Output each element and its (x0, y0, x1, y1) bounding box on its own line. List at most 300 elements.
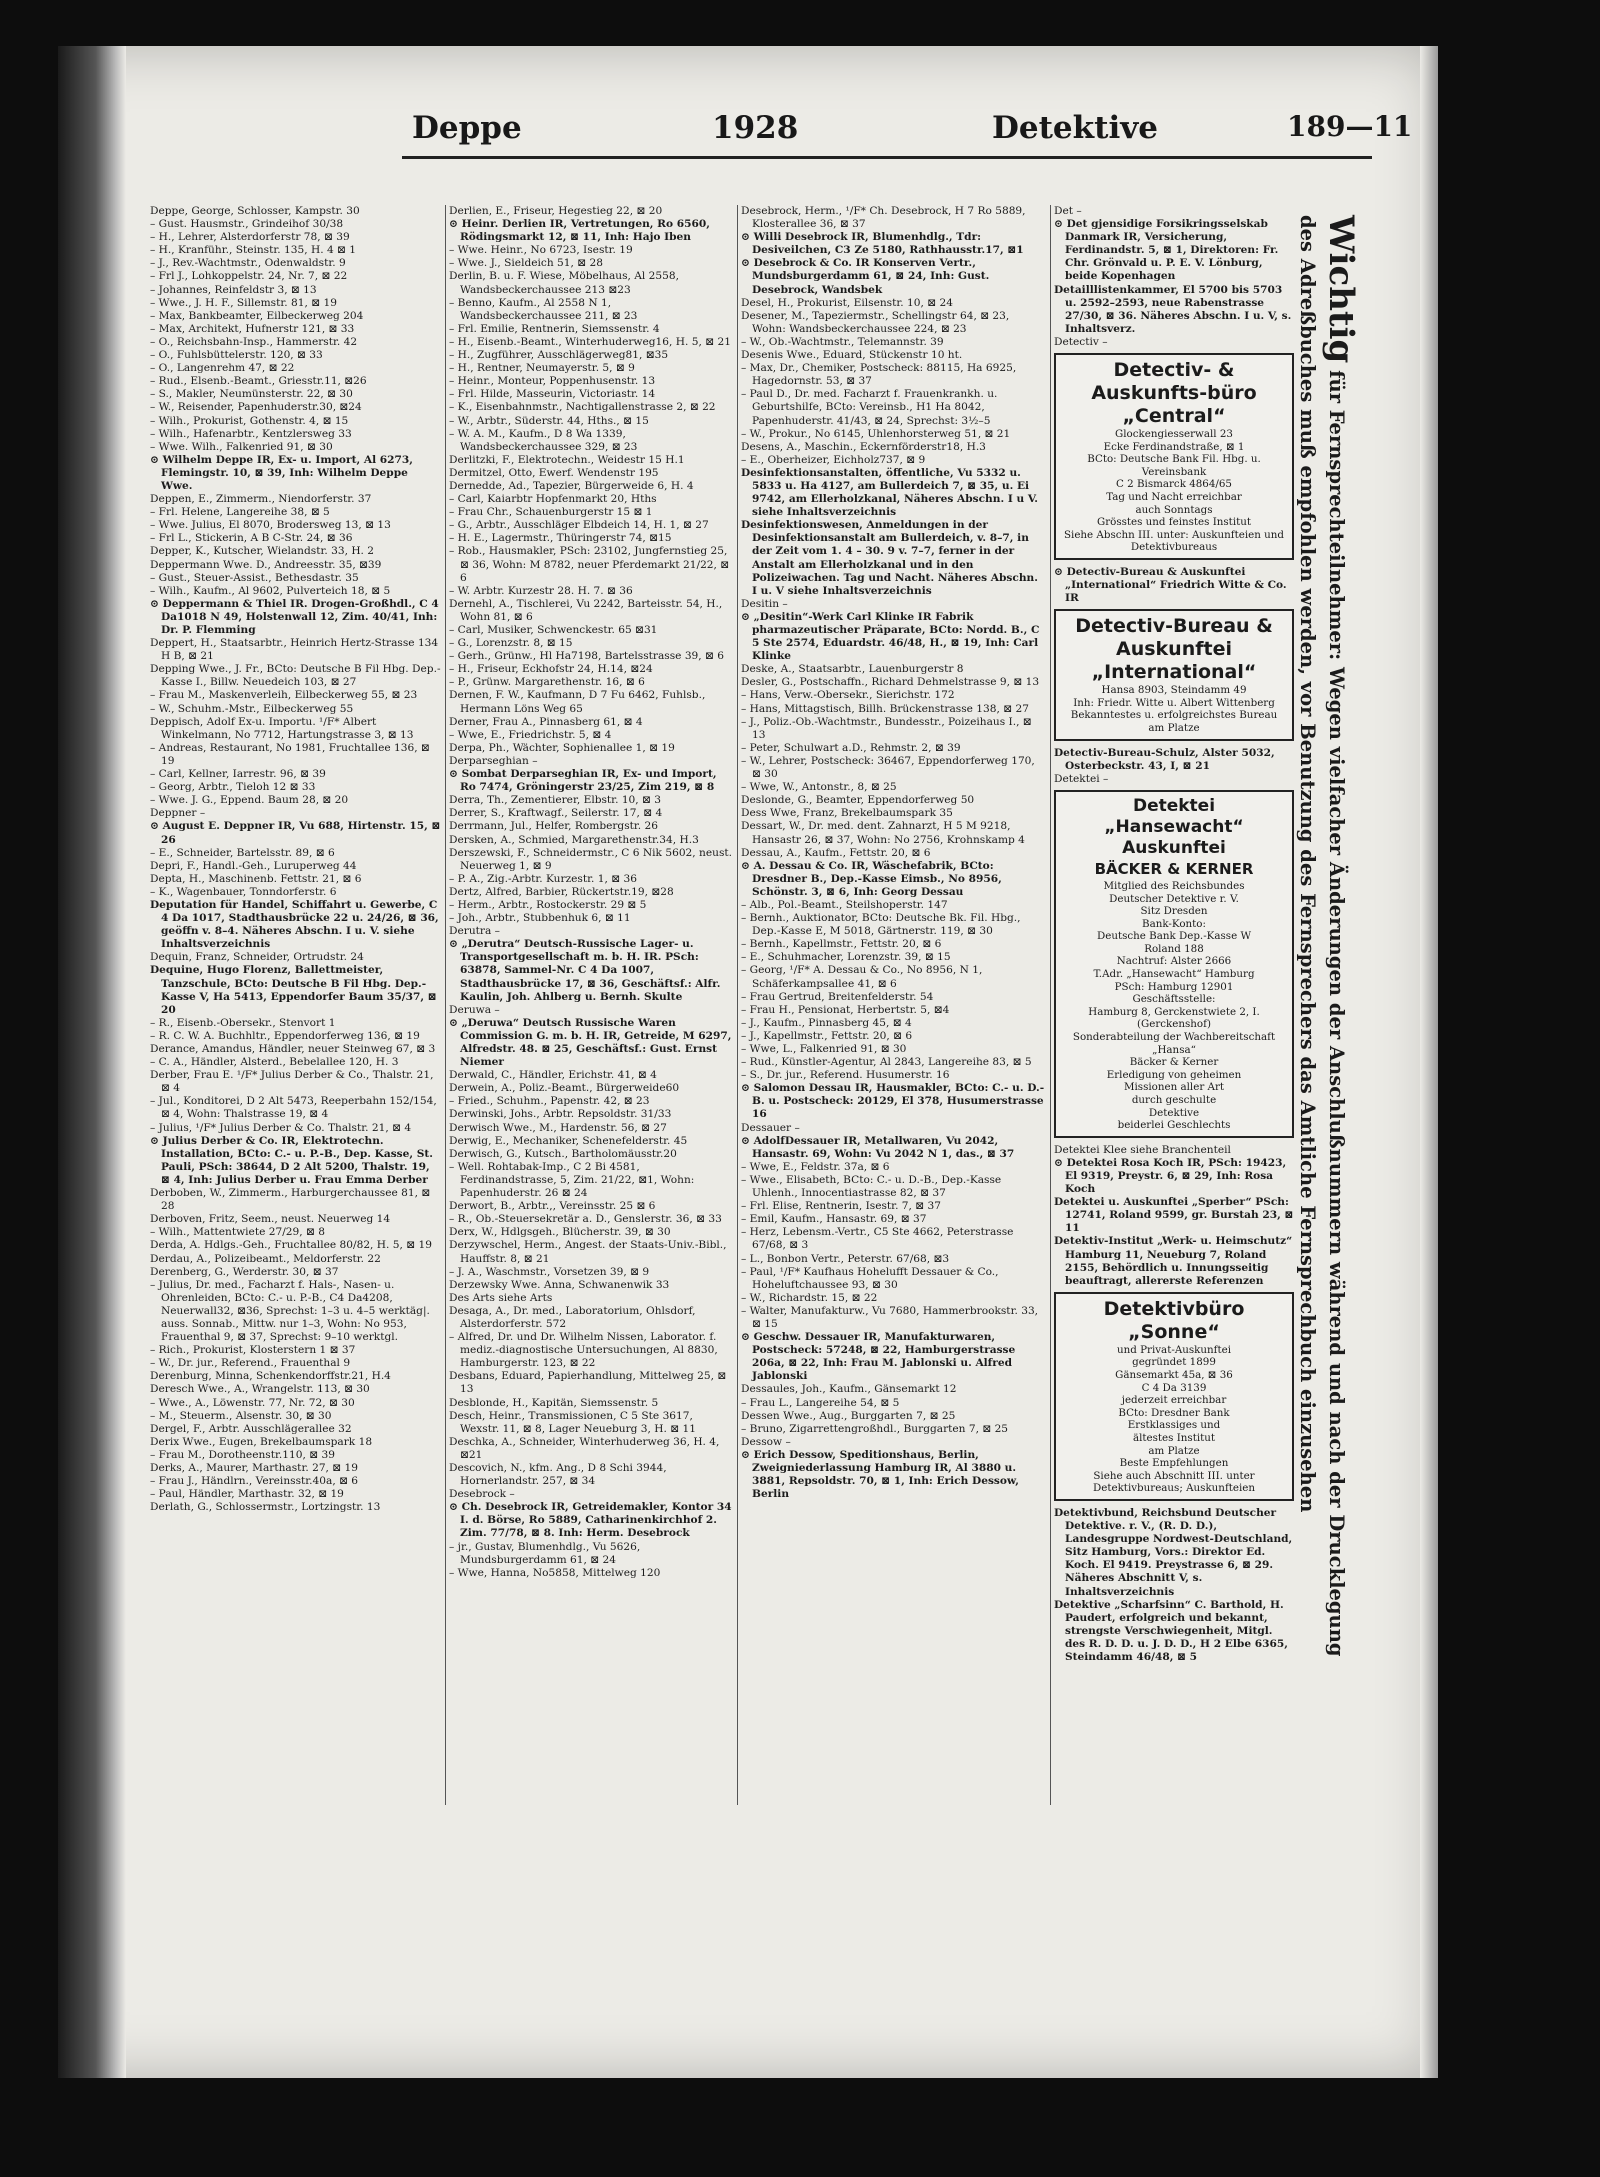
directory-entry: – Frl J., Lohkoppelstr. 24, Nr. 7, ⊠ 22 (150, 270, 348, 283)
directory-entry: – Fried., Schuhm., Papenstr. 42, ⊠ 23 (449, 1095, 650, 1108)
directory-entry: – Wwe. J. G., Eppend. Baum 28, ⊠ 20 (150, 794, 349, 807)
directory-entry: Dersken, A., Schmied, Margarethenstr.34, H.3 (449, 833, 699, 846)
directory-entry: – H., Friseur, Eckhofstr 24, H.14, ⊠24 (449, 663, 653, 676)
ad-line: durch geschulte (1131, 1094, 1217, 1106)
directory-entry: Derwinski, Johs., Arbtr. Repsoldstr. 31/33 (449, 1108, 672, 1121)
directory-entry: Depping Wwe., J. Fr., BCto: Deutsche B Fil Hbg. Dep.-Kasse I., Billw. Neuedeich 103, ⊠ 27 (150, 663, 441, 689)
directory-entry: – Emil, Kaufm., Hansastr. 69, ⊠ 37 (741, 1213, 927, 1226)
header-rule (402, 156, 1372, 159)
directory-entry: Dessau, A., Kaufm., Fettstr. 20, ⊠ 6 (741, 846, 931, 859)
directory-entry: – Andreas, Restaurant, No 1981, Fruchtallee 136, ⊠ 19 (150, 741, 430, 767)
directory-entry: Derszewski, F., Schneidermstr., C 6 Nik 5602, neust. Neuerweg 1, ⊠ 9 (449, 846, 733, 872)
detective-entries-top (1054, 205, 1294, 349)
directory-entry: ⊙ AdolfDessauer IR, Metallwaren, Vu 2042, Hansastr. 69, Wohn: Vu 2042 N 1, das., ⊠ 37 (741, 1134, 1015, 1160)
directory-entry: – S., Makler, Neumünsterstr. 22, ⊠ 30 (150, 388, 353, 401)
directory-entry: ⊙ „Derutra“ Deutsch-Russische Lager- u. Transportgesellschaft m. b. H. IR. PSch: 63878, Sammel-Nr. C 4 Da 1007, Stadthausbrücke 17, ⊠ 36, Geschäftsf.: Alfr. Kaulin, Joh. Ahlberg u. Bernh. Skulte (449, 938, 721, 1003)
directory-entry: Derlien, E., Friseur, Hegestieg 22, ⊠ 20 (449, 205, 663, 217)
directory-column-1 (150, 205, 442, 1817)
directory-entry: – Wwe, E., Feldstr. 37a, ⊠ 6 (741, 1160, 890, 1173)
ad-line: Mitglied des Reichsbundes (1103, 879, 1245, 892)
directory-entry: ⊙ Geschw. Dessauer IR, Manufakturwaren, Postscheck: 57248, ⊠ 22, Hamburgerstrasse 206a, ⊠ 22, Inh: Frau M. Jablonski u. Alfred Jablonski (741, 1331, 1016, 1383)
directory-entry: – Rud., Elsenb.-Beamt., Griesstr.11, ⊠26 (150, 375, 367, 388)
ad-line: jederzeit erreichbar (1121, 1394, 1227, 1407)
directory-entry: Derenburg, Minna, Schenkendorffstr.21, H.4 (150, 1370, 391, 1383)
ad-line: Erledigung von geheimen (1106, 1068, 1242, 1081)
ad-international-title: Detectiv-Bureau & Auskunftei „International“ (1075, 615, 1273, 684)
directory-entry: – R., Ob.-Steuersekretär a. D., Genslerstr. 36, ⊠ 33 (449, 1213, 722, 1226)
ad-line: C 2 Bismarck 4864/65 (1115, 478, 1232, 491)
directory-entry: Dessow – (741, 1435, 791, 1448)
ad-line: Inh: Friedr. Witte u. Albert Wittenberg (1073, 696, 1275, 709)
directory-entry: – P., Grünw. Margarethenstr. 16, ⊠ 6 (449, 676, 645, 689)
ad-line: Deutscher Detektive r. V. (1109, 892, 1239, 905)
directory-entry: Deske, A., Staatsarbtr., Lauenburgerstr 8 (741, 663, 964, 676)
ad-hansewacht (1054, 790, 1294, 1138)
directory-entry: – Frl. Elise, Rentnerin, Isestr. 7, ⊠ 37 (741, 1200, 941, 1213)
directory-entry: – W., Prokur., No 6145, Uhlenhorsterweg 51, ⊠ 21 (741, 427, 1011, 440)
ad-line: Erstklassiges und (1127, 1419, 1221, 1432)
directory-entry: – Wwe, L., Falkenried 91, ⊠ 30 (741, 1043, 907, 1055)
ad-line: Glockengiesserwall 23 (1115, 428, 1233, 441)
directory-entry: ⊙ „Desitin“-Werk Carl Klinke IR Fabrik pharmazeutischer Präparate, BCto: Nordd. B., C 5 Ste 2574, Eduardstr. 46/48, H., ⊠ 19, Inh: Carl Klinke (741, 610, 1040, 663)
directory-entry: – Frl L., Stickerin, A B C-Str. 24, ⊠ 36 (150, 532, 353, 545)
directory-entry: – Bernh., Auktionator, BCto: Deutsche Bk. Fil. Hbg., Dep.-Kasse E, M 5018, Gärtnerstr. 119, ⊠ 30 (741, 912, 1021, 938)
directory-entry: Descovich, N., kfm. Ang., D 8 Schi 3944, Hornerlandstr. 257, ⊠ 34 (449, 1462, 667, 1488)
directory-entry: ⊙ Deppermann & Thiel IR. Drogen-Großhdl., C 4 Da1018 N 49, Holstenwall 12, Zim. 40/41, Inh: Dr. P. Flemming (150, 597, 439, 636)
vertical-notice (1296, 215, 1375, 1815)
directory-entry: Derx, W., Hdlgsgeh., Blücherstr. 39, ⊠ 30 (449, 1226, 671, 1239)
directory-entry: – Wwe. Julius, El 8070, Brodersweg 13, ⊠ 13 (150, 519, 391, 532)
directory-entry: – Gust., Steuer-Assist., Bethesdastr. 35 (150, 571, 359, 584)
directory-entry: Deresch Wwe., A., Wrangelstr. 113, ⊠ 30 (150, 1383, 370, 1396)
directory-entry: Derzywschel, Herm., Angest. der Staats-Univ.-Bibl., Hauffstr. 8, ⊠ 21 (449, 1239, 727, 1265)
directory-entry: – J. A., Waschmstr., Vorsetzen 39, ⊠ 9 (449, 1265, 650, 1278)
directory-entry: Deppert, H., Staatsarbtr., Heinrich Hertz-Strasse 134 H B, ⊠ 21 (150, 637, 439, 663)
directory-entry: Desch, Heinr., Transmissionen, C 5 Ste 3617, Wexstr. 11, ⊠ 8, Lager Neueburg 3, H. ⊠ 11 (449, 1409, 696, 1435)
ad-hansewacht-subtitle: BÄCKER & KERNER (1094, 859, 1254, 878)
directory-entry: Derutra – (449, 925, 500, 938)
ad-line: Geschäftsstelle: (1132, 993, 1216, 1006)
directory-entry: ⊙ Sombat Derparseghian IR, Ex- und Import, Ro 7474, Gröningerstr 23/25, Zim 219, ⊠ 8 (449, 768, 717, 794)
directory-entry: ⊙ Heinr. Derlien IR, Vertretungen, Ro 6560, Rödingsmarkt 12, ⊠ 11, Inh: Hajo Iben (449, 218, 710, 244)
directory-entry: ⊙ Erich Dessow, Speditionshaus, Berlin, Zweigniederlassung Hamburg IR, Al 3880 u. 3881, Repsoldstr. 70, ⊠ 1, Inh: Erich Dessow, Berlin (741, 1448, 1019, 1501)
ad-hansewacht-body (1062, 880, 1286, 1132)
directory-entry: Derwort, B., Arbtr.,, Vereinsstr. 25 ⊠ 6 (449, 1200, 656, 1213)
directory-entry: – Rud., Künstler-Agentur, Al 2843, Langereihe 83, ⊠ 5 (741, 1056, 1032, 1069)
directory-entry: – W., Reisender, Papenhuderstr.30, ⊠24 (150, 401, 362, 414)
ad-line: Beste Empfehlungen (1119, 1457, 1229, 1470)
directory-entry: – E., Schuhmacher, Lorenzstr. 39, ⊠ 15 (741, 951, 951, 964)
detective-entries-bottom (1054, 1507, 1294, 1664)
ad-line: Siehe auch Abschnitt III. unter Detektivbureaus; Auskunfteien (1092, 1469, 1256, 1495)
directory-entry: Desinfektionswesen, Anmeldungen in der Desinfektionsanstalt am Bullerdeich, v. 8–7, in der Zeit vom 1. 4 – 30. 9 v. 7–7, ferner in der Anstalt am Ellerholzkanal und in den Polizeiwachen. Tag und Nacht. Näheres Abschn. I u. V siehe Inhaltsverzeichnis (741, 519, 1038, 597)
ad-line: Bank-Konto: (1142, 917, 1206, 930)
directory-entry: Detektiv-Institut „Werk- u. Heimschutz“ Hamburg 11, Neueburg 7, Roland 2155, Behördlich u. Innungsseitig beauftragt, allererste Referenzen (1054, 1235, 1293, 1287)
directory-entry: – Gust. Hausmstr., Grindeihof 30/38 (150, 218, 344, 231)
directory-entry: Derrer, S., Kraftwagf., Seilerstr. 17, ⊠ 4 (449, 807, 663, 820)
directory-entry: – W., Schuhm.-Mstr., Eilbeckerweg 55 (150, 702, 354, 715)
ad-line: auch Sonntags (1135, 503, 1213, 516)
directory-entry: Derdau, A., Polizeibeamt., Meldorferstr. 22 (150, 1252, 381, 1265)
directory-entry: Derber, Frau E. ¹/F* Julius Derber & Co., Thalstr. 21, ⊠ 4 (150, 1069, 434, 1095)
ad-line: Grösstes und feinstes Institut (1096, 516, 1252, 529)
ad-line: Detektive (1148, 1106, 1200, 1119)
directory-entry: – Paul, Händler, Marthastr. 32, ⊠ 19 (150, 1488, 344, 1501)
directory-entry: – P. A., Zig.-Arbtr. Kurzestr. 1, ⊠ 36 (449, 872, 637, 885)
ad-line: Tag und Nacht erreichbar (1106, 491, 1242, 503)
directory-entry: – Frl. Emilie, Rentnerin, Siemssenstr. 4 (449, 322, 660, 335)
ad-line: PSch: Hamburg 12901 (1114, 980, 1234, 993)
directory-entry: – Joh., Arbtr., Stubbenhuk 6, ⊠ 11 (449, 912, 631, 925)
directory-entry: ⊙ Julius Derber & Co. IR, Elektrotechn. Installation, BCto: C.- u. P.-B., Dep. Kasse, St. Pauli, PSch: 38644, D 2 Alt 5200, Thalstr. 19, ⊠ 4, Inh: Julius Derber u. Frau Emma Derber (150, 1134, 433, 1186)
notice-heading: Wichtig (1321, 215, 1361, 364)
directory-entry: – Heinr., Monteur, Poppenhusenstr. 13 (449, 375, 656, 388)
directory-entry: Dessauer – (741, 1121, 800, 1134)
directory-entry: – W. A. M., Kaufm., D 8 Wa 1339, Wandsbeckerchaussee 329, ⊠ 23 (449, 427, 638, 453)
directory-entry: – C. A., Händler, Alsterd., Bebelallee 120, H. 3 (150, 1056, 399, 1069)
directory-entry: Detektei u. Auskunftei „Sperber“ PSch: 12741, Roland 9599, gr. Burstah 23, ⊠ 11 (1054, 1196, 1294, 1235)
directory-entry: – H., Lehrer, Alsterdorferstr 78, ⊠ 39 (150, 231, 350, 244)
directory-entry: Deslonde, G., Beamter, Eppendorferweg 50 (741, 794, 975, 807)
directory-entry: Dessart, W., Dr. med. dent. Zahnarzt, H 5 M 9218, Hansastr 26, ⊠ 37, Wohn: No 2756, Krohnskamp 4 (741, 820, 1025, 846)
directory-entry: Derzewsky Wwe. Anna, Schwanenwik 33 (449, 1278, 670, 1291)
directory-entry: – Max, Bankbeamter, Eilbeckerweg 204 (150, 309, 364, 322)
directory-entry: – Paul, ¹/F* Kaufhaus Hohelufft Dessauer & Co., Hoheluftchaussee 93, ⊠ 30 (741, 1265, 999, 1291)
page-header (372, 110, 1413, 154)
directory-entry: – Max, Architekt, Hufnerstr 121, ⊠ 33 (150, 322, 355, 335)
ad-line: am Platze (1148, 1444, 1200, 1457)
directory-entry: – Frau M., Dorotheenstr.110, ⊠ 39 (150, 1448, 335, 1461)
directory-entry: Derpa, Ph., Wächter, Sophienallee 1, ⊠ 19 (449, 741, 675, 754)
column-divider (1050, 205, 1051, 1805)
directory-entry: Derner, Frau A., Pinnasberg 61, ⊠ 4 (449, 715, 643, 728)
directory-entry: ⊙ „Deruwa“ Deutsch Russische Waren Commission G. m. b. H. IR, Getreide, M 6297, Alfredstr. 48. ⊠ 25, Geschäftsf.: Gust. Ernst Niemer (449, 1016, 732, 1069)
directory-entry: – H., Eisenb.-Beamt., Winterhuderweg16, H. 5, ⊠ 21 (449, 335, 731, 348)
directory-entry: – J., Poliz.-Ob.-Wachtmstr., Bundesstr., Poizeihaus I., ⊠ 13 (741, 715, 1032, 741)
directory-entry: Deppner – (150, 807, 206, 820)
ad-line: C 4 Da 3139 (1141, 1381, 1207, 1394)
directory-entry: ⊙ Willi Desebrock IR, Blumenhdlg., Tdr: Desiveilchen, C3 Ze 5180, Rathhausstr.17, ⊠1 (741, 231, 1024, 257)
directory-entry: Detektei – (1054, 772, 1109, 785)
ad-line: Hamburg 8, Gerckenstwiete 2, I. (1088, 1005, 1260, 1018)
directory-entry: – Max, Dr., Chemiker, Postscheck: 88115, Ha 6925, Hagedornstr. 53, ⊠ 37 (741, 362, 1017, 388)
directory-entry: Derboven, Fritz, Seem., neust. Neuerweg 14 (150, 1213, 391, 1226)
directory-entry: Derwig, E., Mechaniker, Schenefelderstr. 45 (449, 1134, 688, 1147)
directory-entry: – G., Lorenzstr. 8, ⊠ 15 (449, 637, 573, 650)
directory-entry: – H., Zugführer, Ausschlägerweg81, ⊠35 (449, 349, 669, 362)
directory-entry: – R. C. W. A. Buchhltr., Eppendorferweg 136, ⊠ 19 (150, 1029, 420, 1042)
ad-line: Gänsemarkt 45a, ⊠ 36 (1115, 1369, 1233, 1381)
directory-entry: Detektei Klee siehe Branchenteil (1054, 1143, 1231, 1156)
directory-entry: Dessen Wwe., Aug., Burggarten 7, ⊠ 25 (741, 1409, 956, 1422)
directory-entry: Des Arts siehe Arts (449, 1291, 553, 1304)
directory-entry: – Wilh., Hafenarbtr., Kentzlersweg 33 (150, 427, 352, 440)
directory-entry: – O., Langenrehm 47, ⊠ 22 (150, 362, 295, 375)
directory-entry: Detektive „Scharfsinn“ C. Barthold, H. Paudert, erfolgreich und bekannt, strengste Verschwiegenheit, Mitgl. des R. D. D. u. J. D. D., H 2 Elbe 6365, Steindamm 46/48, ⊠ 5 (1054, 1598, 1288, 1663)
directory-entry: – Peter, Schulwart a.D., Rehmstr. 2, ⊠ 39 (741, 741, 961, 754)
directory-entry: Desbans, Eduard, Papierhandlung, Mittelweg 25, ⊠ 13 (449, 1370, 727, 1396)
directory-entry: Depper, K., Kutscher, Wielandstr. 33, H. 2 (150, 545, 375, 558)
directory-entry: – Well. Rohtabak-Imp., C 2 Bi 4581, Ferdinandstrasse, 5, Zim. 21/22, ⊠1, Wohn: Papenhuderstr. 26 ⊠ 24 (449, 1160, 695, 1200)
column-divider (737, 205, 738, 1805)
directory-entry: – Walter, Manufakturw., Vu 7680, Hammerbrookstr. 33, ⊠ 15 (741, 1304, 1039, 1330)
ad-line: BCto: Deutsche Bank Fil. Hbg. u. Vereinsbank (1087, 453, 1261, 478)
directory-column-2 (449, 205, 734, 1817)
directory-entry: Dergel, F., Arbtr. Ausschlägerallee 32 (150, 1422, 352, 1435)
directory-entry: Depta, H., Maschinenb. Fettstr. 21, ⊠ 6 (150, 872, 362, 885)
directory-entry: – K., Eisenbahnmstr., Nachtigallenstrasse 2, ⊠ 22 (449, 401, 716, 414)
directory-entry: – Hans, Verw.-Obersekr., Sierichstr. 172 (741, 689, 955, 702)
ad-sonne-title: Detektivbüro „Sonne“ (1103, 1297, 1245, 1343)
directory-entry: Derda, A. Hdlgs.-Geh., Fruchtallee 80/82, H. 5, ⊠ 19 (150, 1239, 432, 1252)
directory-entry: Deschka, A., Schneider, Winterhuderweg 36, H. 4, ⊠21 (449, 1435, 720, 1461)
directory-entry: – Gerh., Grünw., Hl Ha7198, Bartelsstrasse 39, ⊠ 6 (449, 650, 725, 663)
directory-entry: – E., Oberheizer, Eichholz737, ⊠ 9 (741, 453, 926, 466)
directory-entry: – O., Fuhlsbüttelerstr. 120, ⊠ 33 (150, 349, 323, 362)
directory-entry: – S., Dr. jur., Referend. Husumerstr. 16 (741, 1069, 950, 1082)
directory-entry: ⊙ A. Dessau & Co. IR, Wäschefabrik, BCto: Dresdner B., Dep.-Kasse Eimsb., No 8956, Schönstr. 3, ⊠ 6, Inh: Georg Dessau (741, 859, 1002, 898)
page-edge (1420, 46, 1438, 2078)
ad-line: Hansa 8903, Steindamm 49 (1101, 684, 1247, 697)
directory-entry: – Herm., Arbtr., Rostockerstr. 29 ⊠ 5 (449, 898, 647, 911)
directory-entry: – Johannes, Reinfeldstr 3, ⊠ 13 (150, 283, 317, 296)
directory-entry: – Wilh., Kaufm., Al 9602, Pulverteich 18, ⊠ 5 (150, 584, 391, 597)
directory-entry: Derlath, G., Schlossermstr., Lortzingstr. 13 (150, 1501, 381, 1514)
directory-entry: – W., Dr. jur., Referend., Frauenthal 9 (150, 1357, 351, 1370)
directory-entry: – jr., Gustav, Blumenhdlg., Vu 5626, Mundsburgerdamm 61, ⊠ 24 (449, 1540, 641, 1566)
directory-entry: Derenberg, G., Werderstr. 30, ⊠ 37 (150, 1265, 339, 1278)
directory-entry: ⊙ August E. Deppner IR, Vu 688, Hirtenstr. 15, ⊠ 26 (150, 820, 441, 846)
directory-entry: – Frau H., Pensionat, Herbertstr. 5, ⊠4 (741, 1003, 950, 1016)
ad-line: Sonderabteilung der Wachbereitschaft „Hansa“ (1072, 1031, 1276, 1056)
ad-central (1054, 353, 1294, 560)
directory-entry: Dertz, Alfred, Barbier, Rückertstr.19, ⊠28 (449, 885, 674, 898)
directory-entry: – Wwe. Wilh., Falkenried 91, ⊠ 30 (150, 440, 333, 453)
directory-entry: Derra, Th., Zementierer, Elbstr. 10, ⊠ 3 (449, 794, 662, 807)
directory-entry: Desler, G., Postschaffn., Richard Dehmelstrasse 9, ⊠ 13 (741, 676, 1040, 689)
directory-entry: – Alb., Pol.-Beamt., Steilshoperstr. 147 (741, 898, 948, 911)
directory-entry: Deppen, E., Zimmerm., Niendorferstr. 37 (150, 493, 372, 506)
directory-entry: Derlitzki, F., Elektrotechn., Weidestr 15 H.1 (449, 453, 685, 466)
directory-entry: – E., Schneider, Bartelsstr. 89, ⊠ 6 (150, 846, 335, 859)
directory-entry: Dequin, Franz, Schneider, Ortrudstr. 24 (150, 951, 364, 964)
directory-entry: – L., Bonbon Vertr., Peterstr. 67/68, ⊠3 (741, 1252, 950, 1265)
directory-entry: Dequine, Hugo Florenz, Ballettmeister, Tanzschule, BCto: Deutsche B Fil Hbg. Dep.-Kasse V, Ha 5413, Eppendorfer Baum 35/37, ⊠ 20 (150, 964, 437, 1016)
directory-entry: – K., Wagenbauer, Tonndorferstr. 6 (150, 885, 337, 898)
directory-entry: – Carl, Musiker, Schwenckestr. 65 ⊠31 (449, 624, 658, 636)
directory-entry: – Herz, Lebensm.-Vertr., C5 Ste 4662, Peterstrasse 67/68, ⊠ 3 (741, 1226, 1014, 1252)
ad-line: T.Adr. „Hansewacht“ Hamburg (1093, 968, 1255, 981)
directory-entry: Derwald, C., Händler, Erichstr. 41, ⊠ 4 (449, 1069, 657, 1082)
ad-line: Missionen aller Art (1123, 1081, 1225, 1094)
directory-entry: Derboben, W., Zimmerm., Harburgerchaussee 81, ⊠ 28 (150, 1187, 431, 1213)
directory-entry: – J., Kapellmstr., Fettstr. 20, ⊠ 6 (741, 1029, 913, 1042)
directory-entry: Desener, M., Tapeziermstr., Schellingstr 64, ⊠ 23, Wohn: Wandsbeckerchaussee 224, ⊠ 23 (741, 309, 1010, 335)
directory-entry: – Hans, Mittagstisch, Billh. Brückenstrasse 138, ⊠ 27 (741, 702, 1029, 715)
ad-line: gegründet 1899 (1132, 1356, 1216, 1369)
directory-entry: Detectiv-Bureau-Schulz, Alster 5032, Osterbeckstr. 43, I, ⊠ 21 (1054, 746, 1275, 772)
directory-entry: – G., Arbtr., Ausschläger Elbdeich 14, H. 1, ⊠ 27 (449, 519, 709, 532)
ad-line: Deutsche Bank Dep.-Kasse W (1096, 930, 1252, 943)
directory-entry: ⊙ Ch. Desebrock IR, Getreidemakler, Kontor 34 I. d. Börse, Ro 5889, Catharinenkirchhof 2. Zim. 77/78, ⊠ 8. Inh: Herm. Desebrock (449, 1501, 732, 1540)
directory-entry: – R., Eisenb.-Obersekr., Stenvort 1 (150, 1016, 336, 1029)
ad-line: Nachtruf: Alster 2666 (1116, 955, 1232, 968)
directory-entry: Derparseghian – (449, 754, 538, 767)
ad-line: Sitz Dresden (1140, 905, 1208, 918)
ad-sonne-body (1062, 1344, 1286, 1495)
directory-entry: – Georg, Arbtr., Tieloh 12 ⊠ 33 (150, 781, 316, 794)
directory-entry: Deppermann Wwe. D., Andreesstr. 35, ⊠39 (150, 558, 382, 571)
ad-international-body (1062, 684, 1286, 734)
ad-line: und Privat-Auskunftei (1116, 1343, 1232, 1356)
directory-entry: – Frau Gertrud, Breitenfelderstr. 54 (741, 990, 934, 1003)
directory-entry: – H., Rentner, Neumayerstr. 5, ⊠ 9 (449, 362, 635, 375)
directory-entry: Desinfektionsanstalten, öffentliche, Vu 5332 u. 5833 u. Ha 4127, am Bullerdeich 7, ⊠ 35, u. Ei 9742, am Ellerholzkanal, Näheres Abschn. I u V. siehe Inhaltsverzeichnis (741, 466, 1038, 519)
directory-entry: – Rob., Hausmakler, PSch: 23102, Jungfernstieg 25, ⊠ 36, Wohn: M 8782, neuer Pferdemarkt 21/22, ⊠ 6 (449, 545, 730, 584)
directory-entry: Dess Wwe, Franz, Brekelbaumspark 35 (741, 807, 953, 820)
directory-column-3 (741, 205, 1046, 1817)
ad-line: BCto: Dresdner Bank (1118, 1406, 1230, 1419)
directory-entry: Deputation für Handel, Schiffahrt u. Gewerbe, C 4 Da 1017, Stadthausbrücke 22 u. 24/26, ⊠ 36, geöffn v. 8–4. Näheres Abschn. I u. V. siehe Inhaltsverzeichnis (150, 898, 439, 951)
directory-entry: – J., Rev.-Wachtmstr., Odenwaldstr. 9 (150, 257, 346, 270)
header-category: Detektive (992, 110, 1158, 146)
directory-entry: Det – (1054, 205, 1082, 217)
ad-central-body (1062, 428, 1286, 554)
ad-central-title: Detectiv- & Auskunfts-büro „Central“ (1091, 359, 1257, 428)
directory-column-4 (1054, 205, 1294, 1817)
directory-entry: Derrmann, Jul., Helfer, Rombergstr. 26 (449, 820, 659, 833)
ad-line: Roland 188 (1144, 942, 1204, 955)
ad-sonne (1054, 1292, 1294, 1501)
directory-entry: – Wwe., J. H. F., Sillemstr. 81, ⊠ 19 (150, 296, 337, 309)
directory-entry: – Julius, Dr. med., Facharzt f. Hals-, Nasen- u. Ohrenleiden, BCto: C.- u. P.-B., C4 Da4208, Neuerwall32, ⊠36, Sprechst: 1–3 u. 4–5 werktäg|. auss. Sonnab., Mittw. nur 1–3, Wohn: No 953, Frauenthal 9, ⊠ 37, Sprechst: 9–10 werktgl. (150, 1278, 430, 1344)
directory-entry: – Frau J., Händlrn., Vereinsstr.40a, ⊠ 6 (150, 1475, 359, 1488)
directory-entry: – Rich., Prokurist, Klosterstern 1 ⊠ 37 (150, 1344, 356, 1357)
directory-entry: Dernehl, A., Tischlerei, Vu 2242, Barteisstr. 54, H., Wohn 81, ⊠ 6 (449, 597, 723, 623)
ad-line: Siehe Abschn III. unter: Auskunfteien und Detektivbureaus (1063, 528, 1284, 554)
directory-entry: ⊙ Detektei Rosa Koch IR, PSch: 19423, El 9319, Preystr. 6, ⊠ 29, Inh: Rosa Koch (1054, 1156, 1287, 1196)
directory-entry: Desens, A., Maschin., Eckernförderstr18, H.3 (741, 440, 986, 453)
directory-entry: Deppisch, Adolf Ex-u. Importu. ¹/F* Albert Winkelmann, No 7712, Hartungstrasse 3, ⊠ 13 (150, 715, 414, 741)
directory-entry: Desenis Wwe., Eduard, Stückenstr 10 ht. (741, 349, 963, 362)
directory-entry: – Jul., Konditorei, D 2 Alt 5473, Reeperbahn 152/154, ⊠ 4, Wohn: Thalstrasse 19, ⊠ 4 (150, 1095, 437, 1121)
ad-international (1054, 609, 1294, 740)
notice-line-1: für Fernsprechteilnehmer: Wegen vielfacher Änderungen der Anschlußnummern während und nach der Drucklegung (1325, 370, 1348, 1657)
detective-entries-middle (1054, 747, 1294, 786)
directory-entry: – Wwe. J., Sieldeich 51, ⊠ 28 (449, 257, 603, 270)
directory-entry: Derwisch Wwe., M., Hardenstr. 56, ⊠ 27 (449, 1121, 667, 1134)
directory-entry: – Frau M., Maskenverleih, Eilbeckerweg 55, ⊠ 23 (150, 689, 418, 702)
directory-entry: – Wwe., Elisabeth, BCto: C.- u. D.-B., Dep.-Kasse Uhlenh., Innocentiastrasse 82, ⊠ 37 (741, 1173, 1002, 1200)
directory-entry: – H. E., Lagermstr., Thüringerstr 74, ⊠15 (449, 532, 672, 545)
header-page-number: 189—11 (1287, 110, 1413, 143)
ad-line: Bäcker & Kerner (1129, 1056, 1219, 1069)
ad-line: ältestes Institut (1132, 1431, 1216, 1444)
directory-entry: – Wwe. Heinr., No 6723, Isestr. 19 (449, 244, 633, 257)
directory-entry: – M., Steuerm., Alsenstr. 30, ⊠ 30 (150, 1409, 332, 1422)
directory-entry: Desebrock – (449, 1488, 515, 1501)
directory-entry: – H., Kranführ., Steinstr. 135, H. 4 ⊠ 1 (150, 244, 357, 257)
ad-line: Ecke Ferdinandstraße, ⊠ 1 (1103, 440, 1245, 453)
directory-entry: – O., Reichsbahn-Insp., Hammerstr. 42 (150, 335, 358, 348)
directory-entry: – Wwe, W., Antonstr., 8, ⊠ 25 (741, 781, 897, 794)
directory-entry: Detailllistenkammer, El 5700 bis 5703 u. 2592–2593, neue Rabenstrasse 27/30, ⊠ 36. Näheres Abschn. I u. V, s. Inhaltsverz. (1054, 283, 1292, 335)
header-year: 1928 (712, 110, 799, 146)
directory-entry: – Julius, ¹/F* Julius Derber & Co. Thalstr. 21, ⊠ 4 (150, 1121, 412, 1134)
directory-entry: – W., Lehrer, Postscheck: 36467, Eppendorferweg 170, ⊠ 30 (741, 754, 1035, 781)
directory-entry: – W., Richardstr. 15, ⊠ 22 (741, 1291, 878, 1304)
directory-entry: Derwein, A., Poliz.-Beamt., Bürgerweide60 (449, 1082, 680, 1095)
directory-entry: Detektivbund, Reichsbund Deutscher Detektive. r. V., (R. D. D.), Landesgruppe Nordwest-Deutschland, Sitz Hamburg, Vors.: Direktor Ed. Koch. El 9419. Preystrasse 6, ⊠ 29. Näheres Abschnitt V, s. Inhaltsverzeichnis (1054, 1506, 1293, 1598)
directory-entry: – W., Ob.-Wachtmstr., Telemannstr. 39 (741, 335, 944, 348)
directory-entry: – Frl. Hilde, Masseurin, Victoriastr. 14 (449, 388, 656, 401)
directory-entry: ⊙ Desebrock & Co. IR Konserven Vertr., Mundsburgerdamm 61, ⊠ 24, Inh: Gust. Desebrock, Wandsbek (741, 257, 990, 296)
directory-entry: – Wwe, E., Friedrichstr. 5, ⊠ 4 (449, 728, 612, 741)
directory-entry: – Georg, ¹/F* A. Dessau & Co., No 8956, N 1, Schäferkampsallee 41, ⊠ 6 (741, 964, 983, 990)
directory-entry: – Carl, Kaiarbtr Hopfenmarkt 20, Hths (449, 493, 657, 506)
ad-line: Bekanntestes u. erfolgreichstes Bureau am Platze (1070, 709, 1278, 735)
directory-entry: ⊙ Salomon Dessau IR, Hausmakler, BCto: C.- u. D.-B. u. Postscheck: 20129, El 378, Husumerstrasse 16 (741, 1082, 1045, 1121)
directory-entry: – Bruno, Zigarrettengroßhdl., Burggarten 7, ⊠ 25 (741, 1422, 1009, 1435)
directory-entry: Desebrock, Herm., ¹/F* Ch. Desebrock, H 7 Ro 5889, Klosterallee 36, ⊠ 37 (741, 205, 1026, 231)
entry-international: ⊙ Detectiv-Bureau & Auskunftei „International“ Friedrich Witte & Co. IR (1054, 565, 1287, 605)
directory-entry: – Carl, Kellner, Iarrestr. 96, ⊠ 39 (150, 768, 326, 781)
directory-entry: – Wilh., Prokurist, Gothenstr. 4, ⊠ 15 (150, 414, 349, 427)
directory-entry: – Bernh., Kapellmstr., Fettstr. 20, ⊠ 6 (741, 938, 942, 951)
directory-entry: – Frau Chr., Schauenburgerstr 15 ⊠ 1 (449, 506, 653, 519)
directory-entry: – Frl. Helene, Langereihe 38, ⊠ 5 (150, 506, 330, 519)
directory-entry: Depri, F., Handl.-Geh., Luruperweg 44 (150, 859, 357, 872)
column-divider (445, 205, 446, 1805)
directory-entry: – Frau L., Langereihe 54, ⊠ 5 (741, 1396, 900, 1409)
directory-entry: – Wwe, Hanna, No5858, Mittelweg 120 (449, 1566, 661, 1579)
directory-entry: – W., Arbtr., Süderstr. 44, Hths., ⊠ 15 (449, 414, 649, 427)
notice-line-2: des Adreßbuches muß empfohlen werden, vor Benutzung des Fernsprechers das Amtliche Fernsprechbuch einzusehen (1296, 215, 1319, 1513)
directory-entry: – Benno, Kaufm., Al 2558 N 1, Wandsbeckerchaussee 211, ⊠ 23 (449, 296, 638, 322)
directory-entry: Derance, Amandus, Händler, neuer Steinweg 67, ⊠ 3 (150, 1043, 436, 1055)
ad-hansewacht-title: Detektei „Hansewacht“ Auskunftei (1104, 795, 1244, 858)
directory-entry: Desel, H., Prokurist, Eilsenstr. 10, ⊠ 24 (741, 296, 953, 309)
directory-entry: – Wilh., Mattentwiete 27/29, ⊠ 8 (150, 1226, 325, 1239)
directory-entry: Dernedde, Ad., Tapezier, Bürgerweide 6, H. 4 (449, 479, 694, 492)
directory-entry: ⊙ Det gjensidige Forsikringsselskab Danmark IR, Versicherung, Ferdinandstr. 5, ⊠ 1, Direktoren: Fr. Chr. Grönvald u. P. E. V. Lönburg, beide Kopenhagen (1054, 218, 1279, 283)
directory-entry: Dermitzel, Otto, Ewerf. Wendenstr 195 (449, 466, 659, 479)
directory-entry: Dernen, F. W., Kaufmann, D 7 Fu 6462, Fuhlsb., Hermann Löns Weg 65 (449, 689, 706, 715)
directory-entry: – Alfred, Dr. und Dr. Wilhelm Nissen, Laborator. f. mediz.-diagnostische Untersuchungen, Al 8830, Hamburgerstr. 123, ⊠ 22 (449, 1331, 718, 1370)
detective-entries-lower (1054, 1144, 1294, 1288)
directory-entry: – W. Arbtr. Kurzestr 28. H. 7. ⊠ 36 (449, 584, 633, 597)
directory-entry: Desitin – (741, 597, 788, 610)
ad-line: (Gerckenshof) (1137, 1018, 1211, 1031)
directory-entry: Desaga, A., Dr. med., Laboratorium, Ohlsdorf, Alsterdorferstr. 572 (449, 1304, 696, 1330)
directory-entry: – Wwe., A., Löwenstr. 77, Nr. 72, ⊠ 30 (150, 1396, 355, 1409)
directory-entry: Deruwa – (449, 1003, 500, 1016)
directory-entry: Deppe, George, Schlosser, Kampstr. 30 (150, 205, 360, 217)
directory-entry: Derwisch, G., Kutsch., Bartholomäusstr.20 (449, 1147, 677, 1160)
directory-entry: Derix Wwe., Eugen, Brekelbaumspark 18 (150, 1435, 373, 1448)
directory-entry: Detectiv – (1054, 335, 1108, 348)
directory-entry: – J., Kaufm., Pinnasberg 45, ⊠ 4 (741, 1016, 912, 1029)
header-running-word: Deppe (412, 110, 522, 146)
directory-entry: Derlin, B. u. F. Wiese, Möbelhaus, Al 2558, Wandsbeckerchaussee 213 ⊠23 (449, 270, 680, 296)
directory-entry: Derks, A., Maurer, Marthastr. 27, ⊠ 19 (150, 1462, 359, 1474)
ad-line: beiderlei Geschlechts (1117, 1119, 1231, 1132)
directory-entry: – Paul D., Dr. med. Facharzt f. Frauenkrankh. u. Geburtshilfe, BCto: Vereinsb., H1 Ha 8042, Papenhuderstr. 41/43, ⊠ 24, Sprechst: 3½–5 (741, 388, 998, 427)
book-spine (58, 46, 126, 2078)
directory-entry: ⊙ Wilhelm Deppe IR, Ex- u. Import, Al 6273, Flemingstr. 10, ⊠ 39, Inh: Wilhelm Deppe Wwe. (150, 453, 413, 492)
directory-entry: Desblonde, H., Kapitän, Siemssenstr. 5 (449, 1396, 659, 1409)
directory-entry: Dessaules, Joh., Kaufm., Gänsemarkt 12 (741, 1383, 957, 1396)
